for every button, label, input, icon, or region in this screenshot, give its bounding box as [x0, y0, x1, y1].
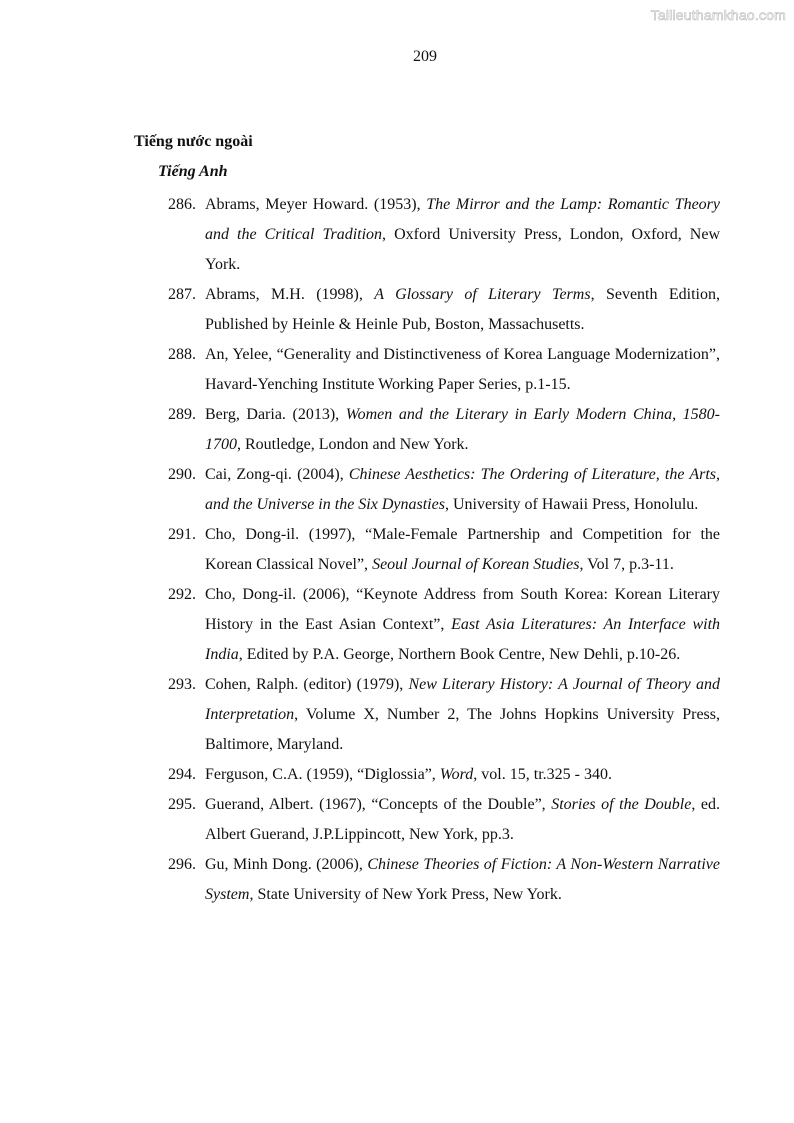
reference-item	[160, 400, 720, 460]
reference-number: 291.	[168, 526, 196, 543]
reference-number: 287.	[168, 286, 196, 303]
reference-number: 289.	[168, 406, 196, 423]
reference-text: Ferguson, C.A. (1959), “Diglossia”, Word, vol. 15, tr.325 - 340.	[205, 766, 612, 783]
reference-number: 288.	[168, 346, 196, 363]
reference-text: An, Yelee, “Generality and Distinctiveness of Korea Language Modernization”, Havard-Yenching Institute Working Paper Series, p.1-15.	[205, 346, 720, 393]
reference-text: Cho, Dong-il. (2006), “Keynote Address from South Korea: Korean Literary History in the East Asian Context”, East Asia Literatures: An Interface with India, Edited by P.A. George, Northern Book Centre, New Dehli, p.10-26.	[205, 586, 721, 663]
reference-text: Cohen, Ralph. (editor) (1979), New Literary History: A Journal of Theory and Interpretation, Volume X, Number 2, The Johns Hopkins University Press, Baltimore, Maryland.	[205, 676, 720, 753]
reference-item	[160, 670, 720, 760]
reference-text: Guerand, Albert. (1967), “Concepts of the Double”, Stories of the Double, ed. Albert Guerand, J.P.Lippincott, New York, pp.3.	[205, 796, 720, 843]
section-heading: Tiếng nước ngoài	[134, 133, 253, 150]
reference-number: 294.	[168, 766, 196, 783]
reference-text: Abrams, Meyer Howard. (1953), The Mirror and the Lamp: Romantic Theory and the Critical Tradition, Oxford University Press, London, Oxford, New York.	[205, 196, 721, 273]
reference-list	[160, 190, 720, 910]
reference-item	[160, 190, 720, 280]
reference-number: 295.	[168, 796, 196, 813]
reference-item	[160, 760, 720, 790]
reference-item	[160, 790, 720, 850]
reference-item	[160, 580, 720, 670]
reference-item	[160, 850, 720, 910]
reference-item	[160, 340, 720, 400]
reference-item	[160, 520, 720, 580]
reference-text: Berg, Daria. (2013), Women and the Literary in Early Modern China, 1580-1700, Routledge, London and New York.	[205, 406, 720, 453]
reference-text: Cai, Zong-qi. (2004), Chinese Aesthetics: The Ordering of Literature, the Arts, and the Universe in the Six Dynasties, University of Hawaii Press, Honolulu.	[205, 466, 720, 513]
subsection-heading: Tiếng Anh	[158, 163, 228, 180]
reference-number: 290.	[168, 466, 196, 483]
watermark: Tailieuthamkhao.com	[650, 7, 786, 23]
page-number: 209	[413, 48, 437, 65]
reference-item	[160, 460, 720, 520]
reference-number: 286.	[168, 196, 196, 213]
reference-item	[160, 280, 720, 340]
reference-number: 296.	[168, 856, 196, 873]
reference-number: 292.	[168, 586, 196, 603]
reference-number: 293.	[168, 676, 196, 693]
reference-text: Abrams, M.H. (1998), A Glossary of Literary Terms, Seventh Edition, Published by Heinle & Heinle Pub, Boston, Massachusetts.	[205, 286, 721, 333]
reference-text: Cho, Dong-il. (1997), “Male-Female Partnership and Competition for the Korean Classical Novel”, Seoul Journal of Korean Studies, Vol 7, p.3-11.	[205, 526, 720, 573]
reference-text: Gu, Minh Dong. (2006), Chinese Theories of Fiction: A Non-Western Narrative System, State University of New York Press, New York.	[205, 856, 721, 903]
